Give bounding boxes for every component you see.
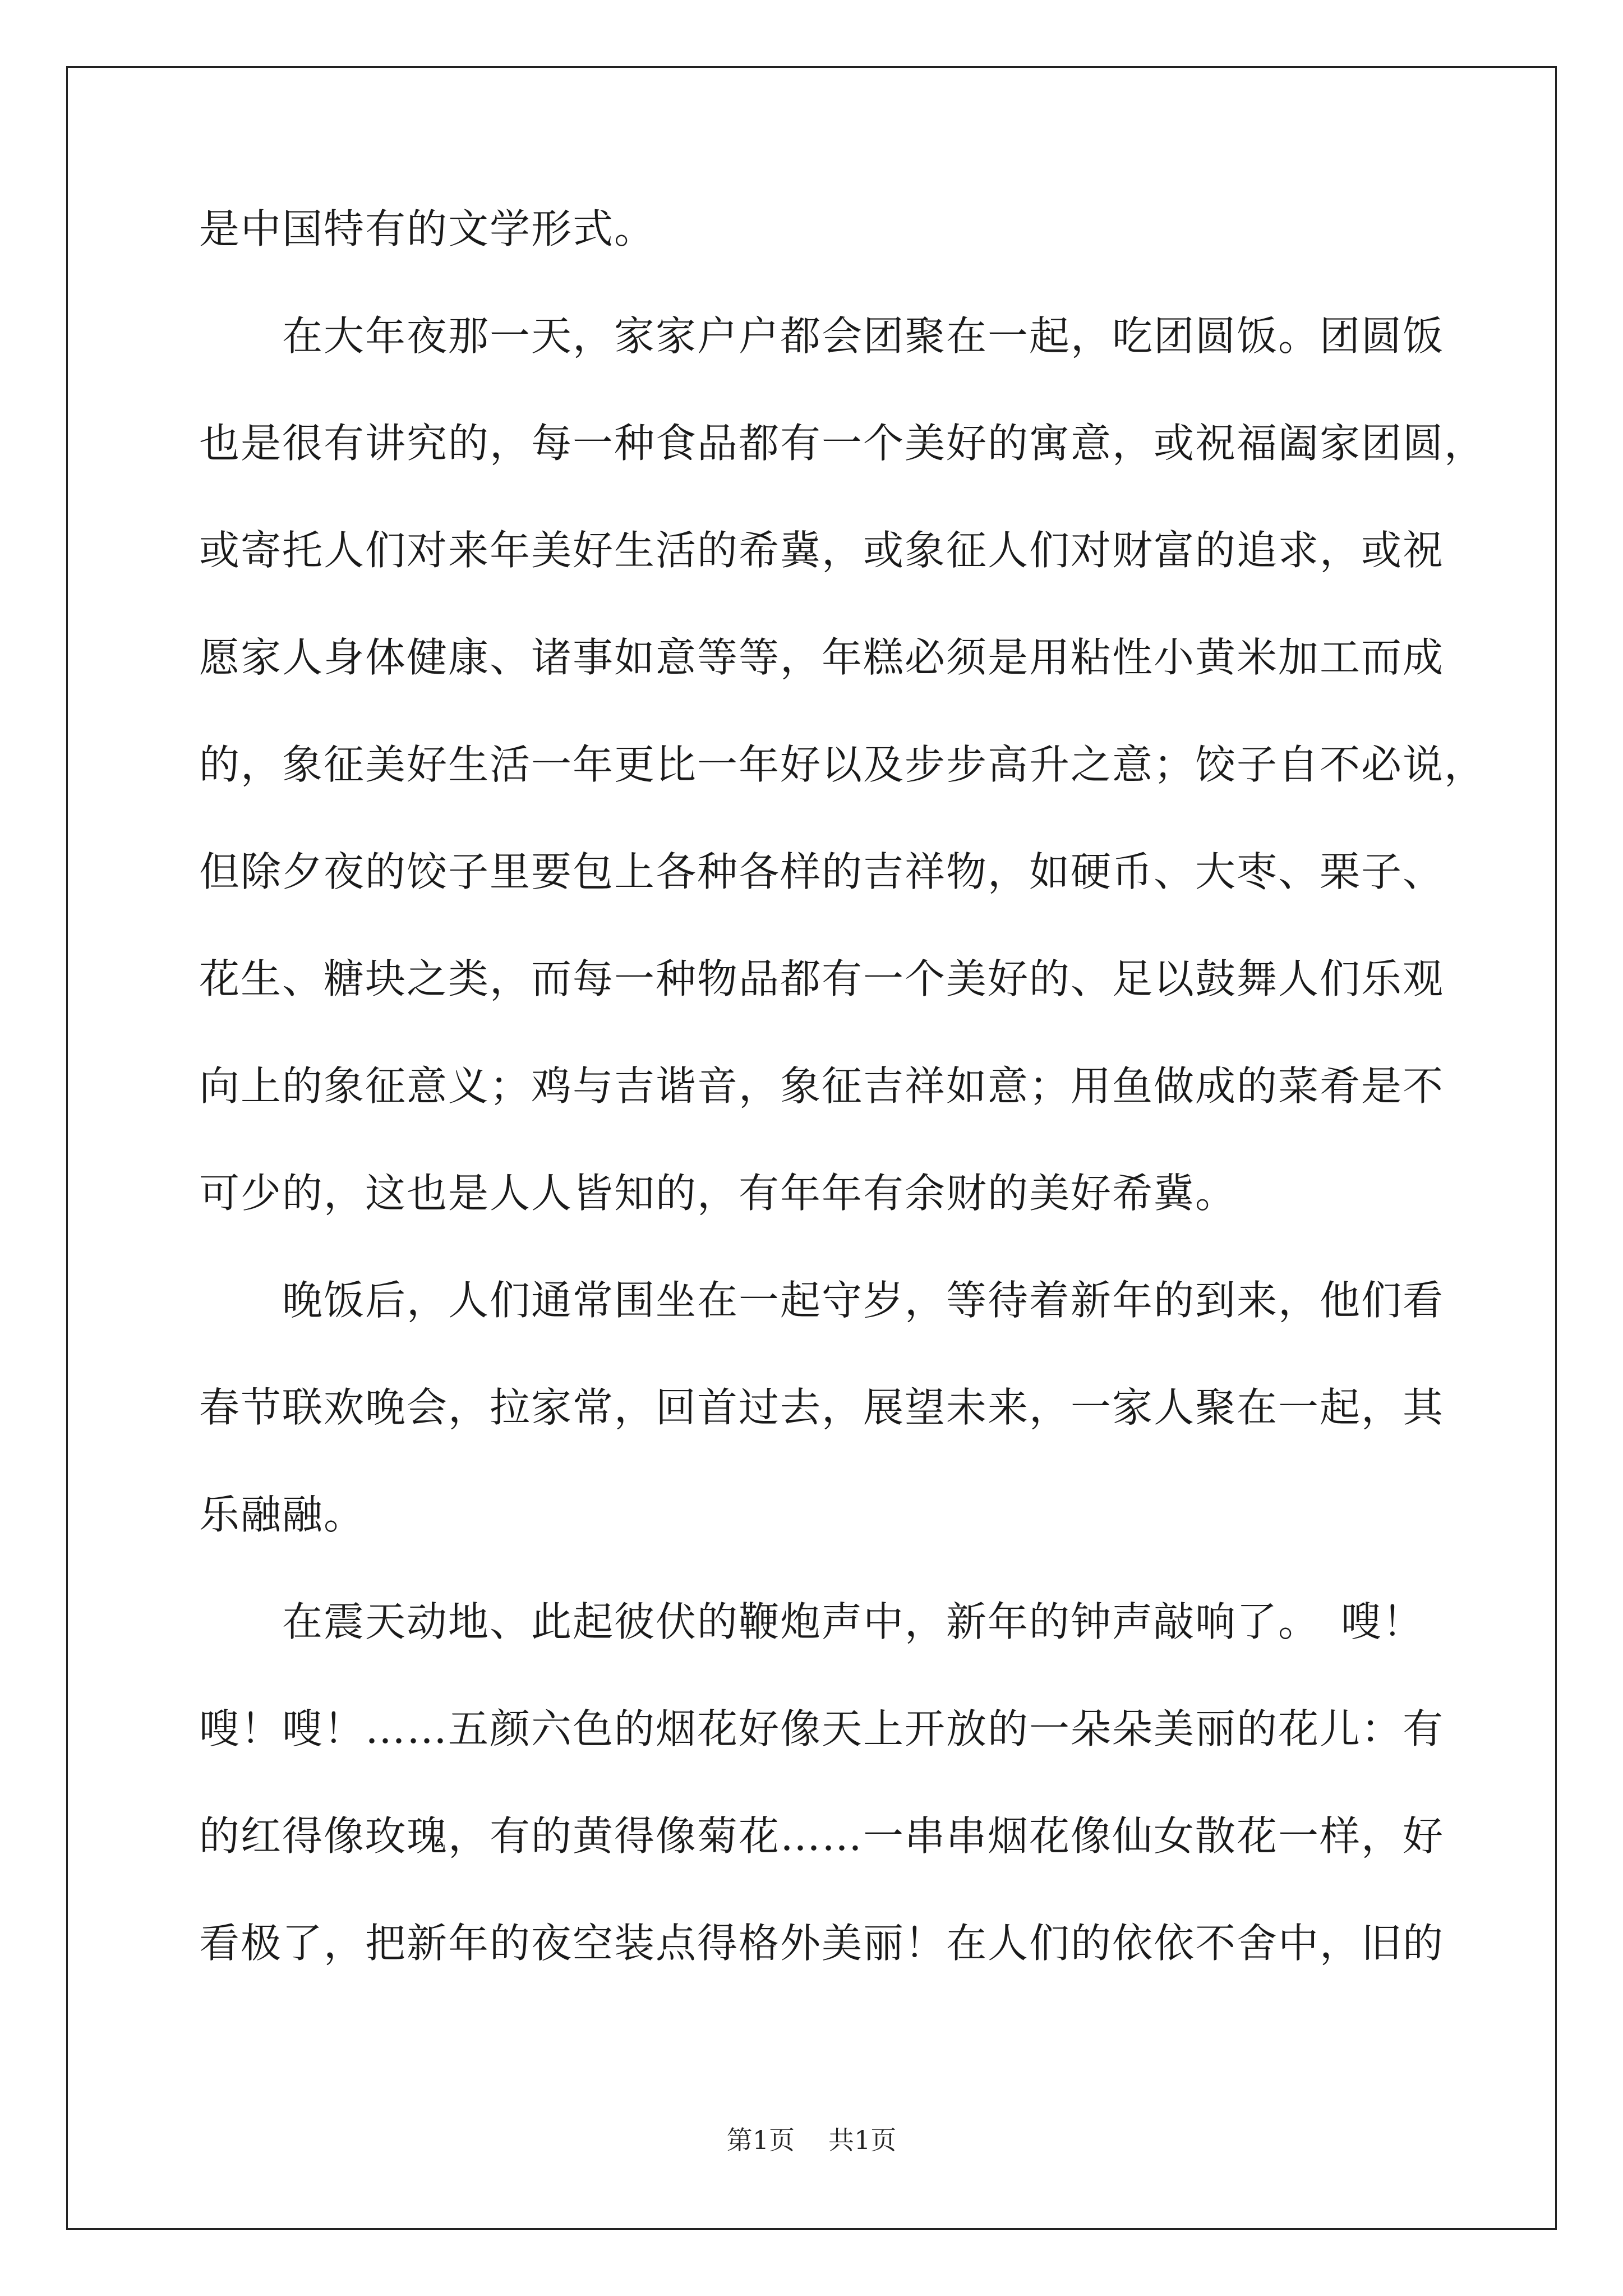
text-line: 看极了，把新年的夜空装点得格外美丽！在人们的依依不舍中，旧的 (199, 1920, 1445, 1967)
page-footer (0, 2123, 1623, 2157)
text-line: 嗖！嗖！……五颜六色的烟花好像天上开放的一朵朵美丽的花儿：有 (199, 1705, 1445, 1752)
text-line: 晚饭后，人们通常围坐在一起守岁，等待着新年的到来，他们看 (199, 1277, 1445, 1324)
text-line: 的，象征美好生活一年更比一年好以及步步高升之意；饺子自不必说， (199, 741, 1486, 788)
text-line: 花生、糖块之类，而每一种物品都有一个美好的、足以鼓舞人们乐观 (199, 955, 1445, 1002)
text-line: 可少的，这也是人人皆知的，有年年有余财的美好希冀。 (199, 1170, 1237, 1217)
page-total: 共1页 (828, 2125, 897, 2155)
text-line: 或寄托人们对来年美好生活的希冀，或象征人们对财富的追求，或祝 (199, 527, 1445, 574)
text-line: 春节联欢晚会，拉家常，回首过去，展望未来，一家人聚在一起，其 (199, 1384, 1445, 1431)
text-line: 向上的象征意义；鸡与吉谐音，象征吉祥如意；用鱼做成的菜肴是不 (199, 1062, 1445, 1110)
text-line: 的红得像玫瑰，有的黄得像菊花……一串串烟花像仙女散花一样，好 (199, 1812, 1445, 1860)
text-line: 在大年夜那一天，家家户户都会团聚在一起，吃团圆饭。团圆饭 (199, 312, 1445, 360)
text-line: 但除夕夜的饺子里要包上各种各样的吉祥物，如硬币、大枣、栗子、 (199, 848, 1445, 895)
text-line: 在震天动地、此起彼伏的鞭炮声中，新年的钟声敲响了。 嗖！ (199, 1598, 1424, 1645)
text-line: 愿家人身体健康、诸事如意等等，年糕必须是用粘性小黄米加工而成 (199, 634, 1445, 681)
page-number: 第1页 (726, 2125, 795, 2155)
document-body (199, 205, 1486, 2030)
text-line: 乐融融。 (199, 1491, 366, 1538)
text-line: 是中国特有的文学形式。 (199, 205, 656, 252)
text-line: 也是很有讲究的，每一种食品都有一个美好的寓意，或祝福阖家团圆， (199, 420, 1486, 467)
